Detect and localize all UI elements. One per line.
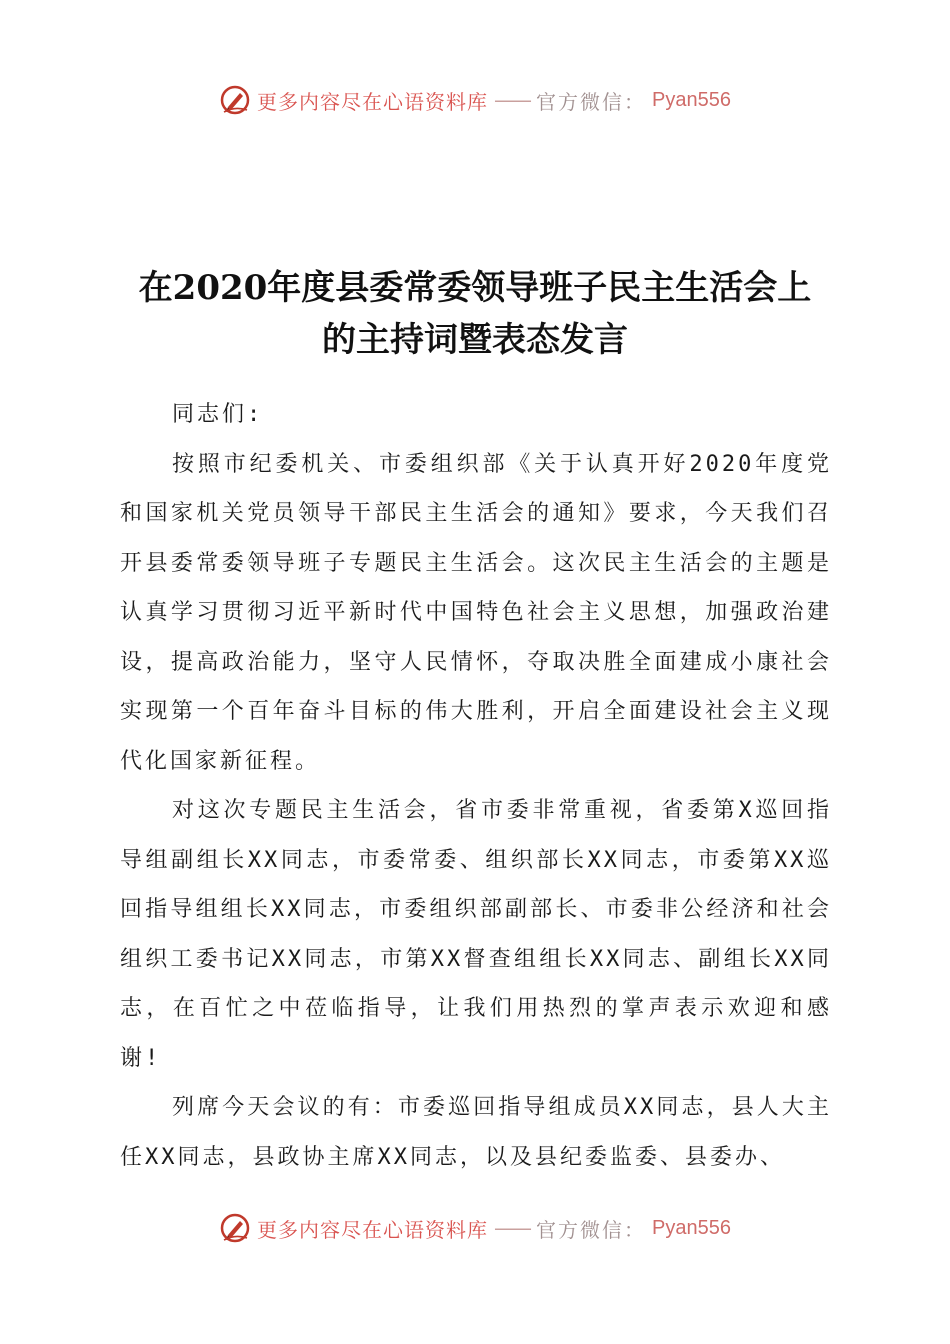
- paragraph: 列席今天会议的有：市委巡回指导组成员XX同志，县人大主任XX同志，县政协主席XX同志，以及县纪委监委、县委办、: [120, 1095, 832, 1170]
- title-line-1: 在2020年度县委常委领导班子民主生活会上: [138, 268, 812, 308]
- title-line-2: 的主持词暨表态发言: [322, 320, 628, 360]
- watermark-text: 更多内容尽在心语资料库: [257, 89, 489, 114]
- watermark-wechat-id: Pyan556: [652, 1216, 731, 1239]
- paragraph: 按照市纪委机关、市委组织部《关于认真开好2020年度党和国家机关党员领导干部民主生活会的通知》要求，今天我们召开县委常委领导班子专题民主生活会。这次民主生活会的主题是认真学习贯彻习近平新时代中国特色社会主义思想，加强政治建设，提高政治能力，坚守人民情怀，夺取决胜全面建成小康社会实现第一个百年奋斗目标的伟大胜利，开启全面建设社会主义现代化国家新征程。: [120, 451, 832, 774]
- paragraph: 对这次专题民主生活会，省市委非常重视，省委第X巡回指导组副组长XX同志，市委常委、组织部长XX同志，市委第XX巡回指导组组长XX同志，市委组织部副部长、市委非公经济和社会组织工委书记XX同志，市第XX督查组组长XX同志、副组长XX同志，在百忙之中莅临指导，让我们用热烈的掌声表示欢迎和感谢!: [120, 798, 832, 1071]
- document-body: [120, 390, 832, 1182]
- watermark-text: 更多内容尽在心语资料库: [257, 1217, 489, 1242]
- watermark-dash: ——: [494, 88, 531, 112]
- pen-logo-icon: [219, 84, 251, 116]
- document-title: [120, 262, 830, 366]
- watermark-official-label: 官方微信：: [536, 89, 647, 114]
- header-watermark: [0, 84, 950, 116]
- pen-logo-icon: [219, 1212, 251, 1244]
- watermark-official-label: 官方微信：: [536, 1217, 647, 1242]
- greeting: 同志们:: [172, 402, 264, 427]
- footer-watermark: [0, 1212, 950, 1244]
- watermark-wechat-id: Pyan556: [652, 88, 731, 111]
- watermark-dash: ——: [494, 1216, 531, 1240]
